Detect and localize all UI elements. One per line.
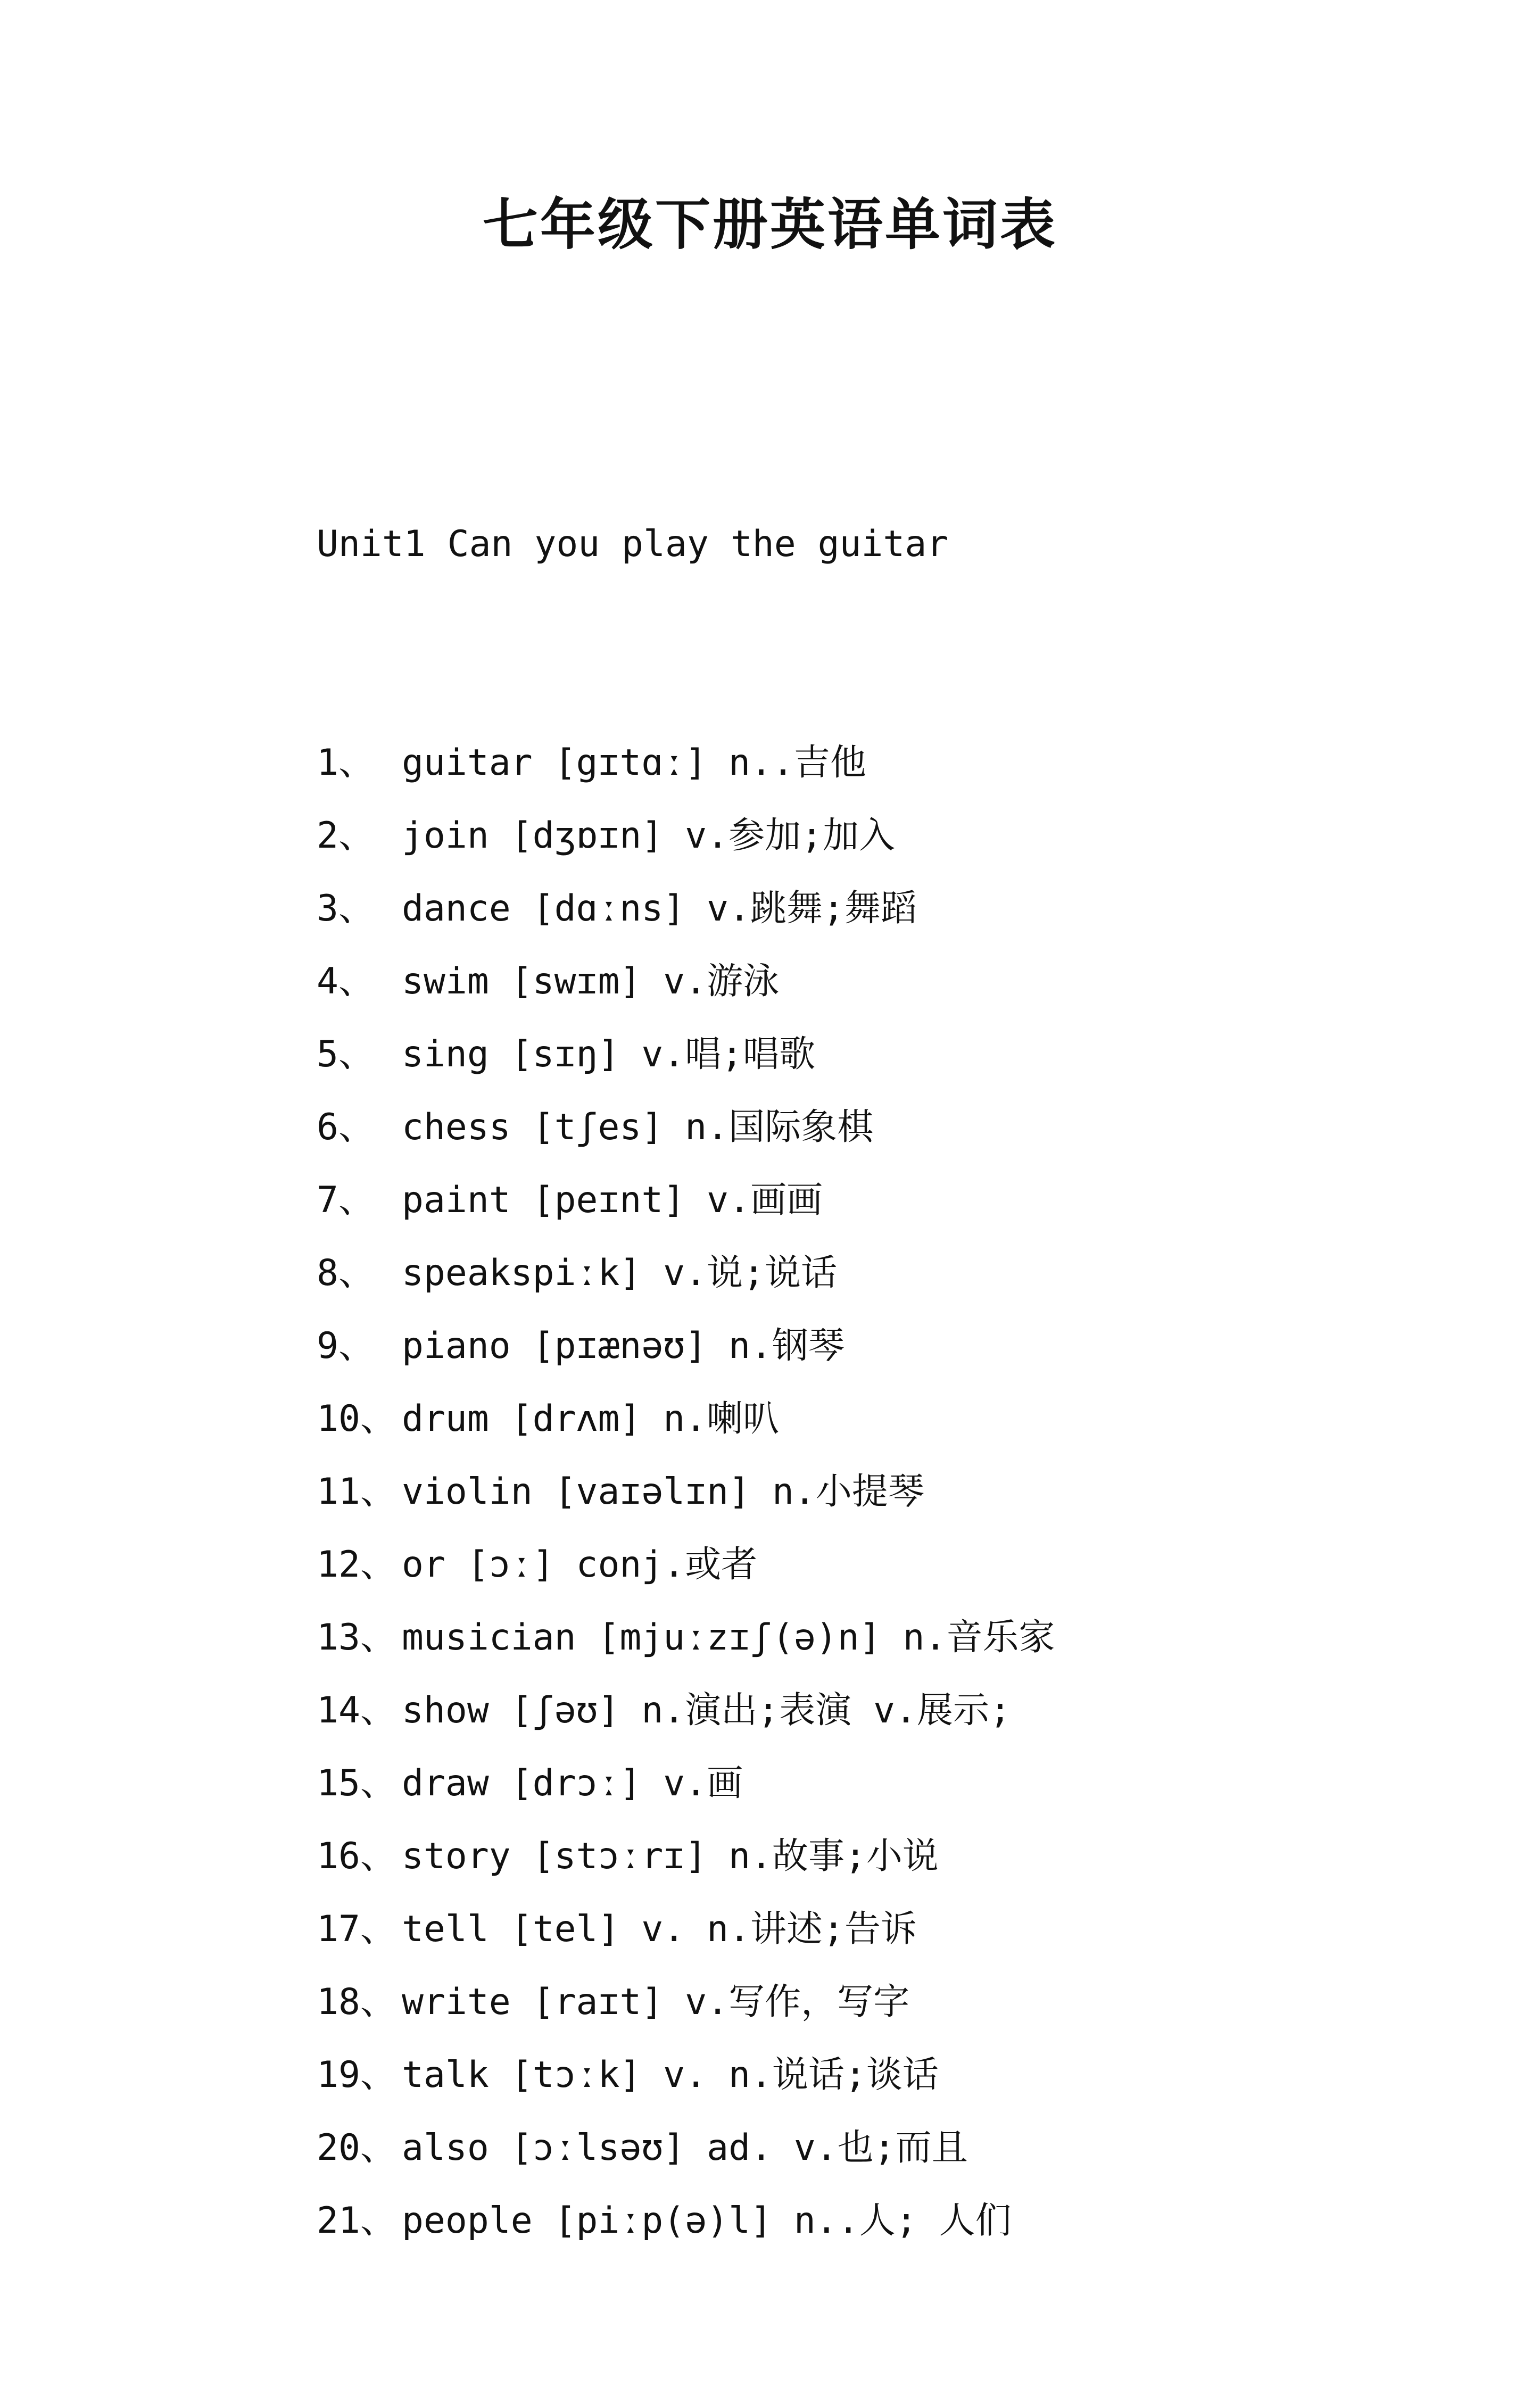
- entry-text: show [ʃəʊ] n.演出;表演 v.展示;: [402, 1689, 1011, 1731]
- entry-number: 20、: [317, 2127, 396, 2169]
- vocabulary-entry: [317, 1237, 1487, 1310]
- entry-text: also [ɔːlsəʊ] ad. v.也;而且: [402, 2127, 968, 2169]
- entry-number: 10、: [317, 1398, 396, 1440]
- entry-number: 16、: [317, 1835, 396, 1877]
- vocabulary-entry: [317, 799, 1487, 872]
- entry-text: tell [tel] v. n.讲述;告诉: [402, 1908, 917, 1950]
- vocabulary-entry: [317, 1310, 1487, 1382]
- entry-number: 2、: [317, 815, 375, 857]
- vocabulary-entry: [317, 1528, 1487, 1601]
- entry-text: chess [tʃes] n.国际象棋: [402, 1106, 874, 1148]
- vocabulary-entry: [317, 945, 1487, 1018]
- entry-number: 14、: [317, 1689, 396, 1731]
- entry-number: 12、: [317, 1544, 396, 1586]
- entry-text: speakspiːk] v.说;说话: [402, 1252, 838, 1294]
- entry-number: 15、: [317, 1762, 396, 1804]
- vocabulary-entry: [317, 1091, 1487, 1164]
- entry-number: 6、: [317, 1106, 375, 1148]
- vocabulary-entry: [317, 1455, 1487, 1528]
- entry-text: or [ɔː] conj.或者: [402, 1544, 758, 1586]
- entry-number: 11、: [317, 1471, 396, 1513]
- vocabulary-entry: [317, 1018, 1487, 1091]
- entry-text: piano [pɪænəʊ] n.钢琴: [402, 1325, 844, 1367]
- entry-number: 19、: [317, 2054, 396, 2096]
- entry-number: 1、: [317, 742, 375, 784]
- unit-heading: Unit1 Can you play the guitar: [317, 523, 949, 565]
- entry-text: story [stɔːrɪ] n.故事;小说: [402, 1835, 939, 1877]
- vocabulary-entry: [317, 872, 1487, 945]
- entry-text: musician [mjuːzɪʃ(ə)n] n.音乐家: [402, 1617, 1055, 1659]
- entry-text: talk [tɔːk] v. n.说话;谈话: [402, 2054, 939, 2096]
- vocabulary-entry: [317, 1893, 1487, 1966]
- vocabulary-entry: [317, 1164, 1487, 1237]
- vocabulary-entry: [317, 1601, 1487, 1674]
- entry-number: 3、: [317, 888, 375, 930]
- page-title: 七年级下册英语单词表: [482, 192, 1057, 257]
- entry-number: 7、: [317, 1179, 375, 1221]
- vocabulary-entry: [317, 1382, 1487, 1455]
- entry-number: 17、: [317, 1908, 396, 1950]
- vocabulary-list: [317, 726, 1487, 2257]
- vocabulary-entry: [317, 1674, 1487, 1747]
- entry-number: 4、: [317, 960, 375, 1002]
- entry-text: join [dʒɒɪn] v.参加;加入: [402, 815, 896, 857]
- vocabulary-entry: [317, 2111, 1487, 2184]
- entry-text: drum [drʌm] n.喇叭: [402, 1398, 780, 1440]
- vocabulary-entry: [317, 1747, 1487, 1820]
- entry-number: 5、: [317, 1033, 375, 1075]
- entry-text: guitar [gɪtɑː] n..吉他: [402, 742, 866, 784]
- vocabulary-entry: [317, 2184, 1487, 2257]
- entry-text: sing [sɪŋ] v.唱;唱歌: [402, 1033, 816, 1075]
- vocabulary-entry: [317, 2039, 1487, 2111]
- vocabulary-entry: [317, 1966, 1487, 2039]
- entry-number: 9、: [317, 1325, 375, 1367]
- vocabulary-content: [317, 362, 1487, 2403]
- entry-number: 18、: [317, 1981, 396, 2023]
- entry-text: people [piːp(ə)l] n..人; 人们: [402, 2200, 1012, 2242]
- vocabulary-entry: [317, 1820, 1487, 1893]
- vocabulary-entry: [317, 726, 1487, 799]
- entry-text: swim [swɪm] v.游泳: [402, 960, 780, 1002]
- entry-text: paint [peɪnt] v.画画: [402, 1179, 823, 1221]
- entry-number: 8、: [317, 1252, 375, 1294]
- entry-text: write [raɪt] v.写作，写字: [402, 1981, 910, 2023]
- entry-text: dance [dɑːns] v.跳舞;舞蹈: [402, 888, 917, 930]
- entry-number: 13、: [317, 1617, 396, 1659]
- entry-text: draw [drɔː] v.画: [402, 1762, 743, 1804]
- entry-text: violin [vaɪəlɪn] n.小提琴: [402, 1471, 924, 1513]
- entry-number: 21、: [317, 2200, 396, 2242]
